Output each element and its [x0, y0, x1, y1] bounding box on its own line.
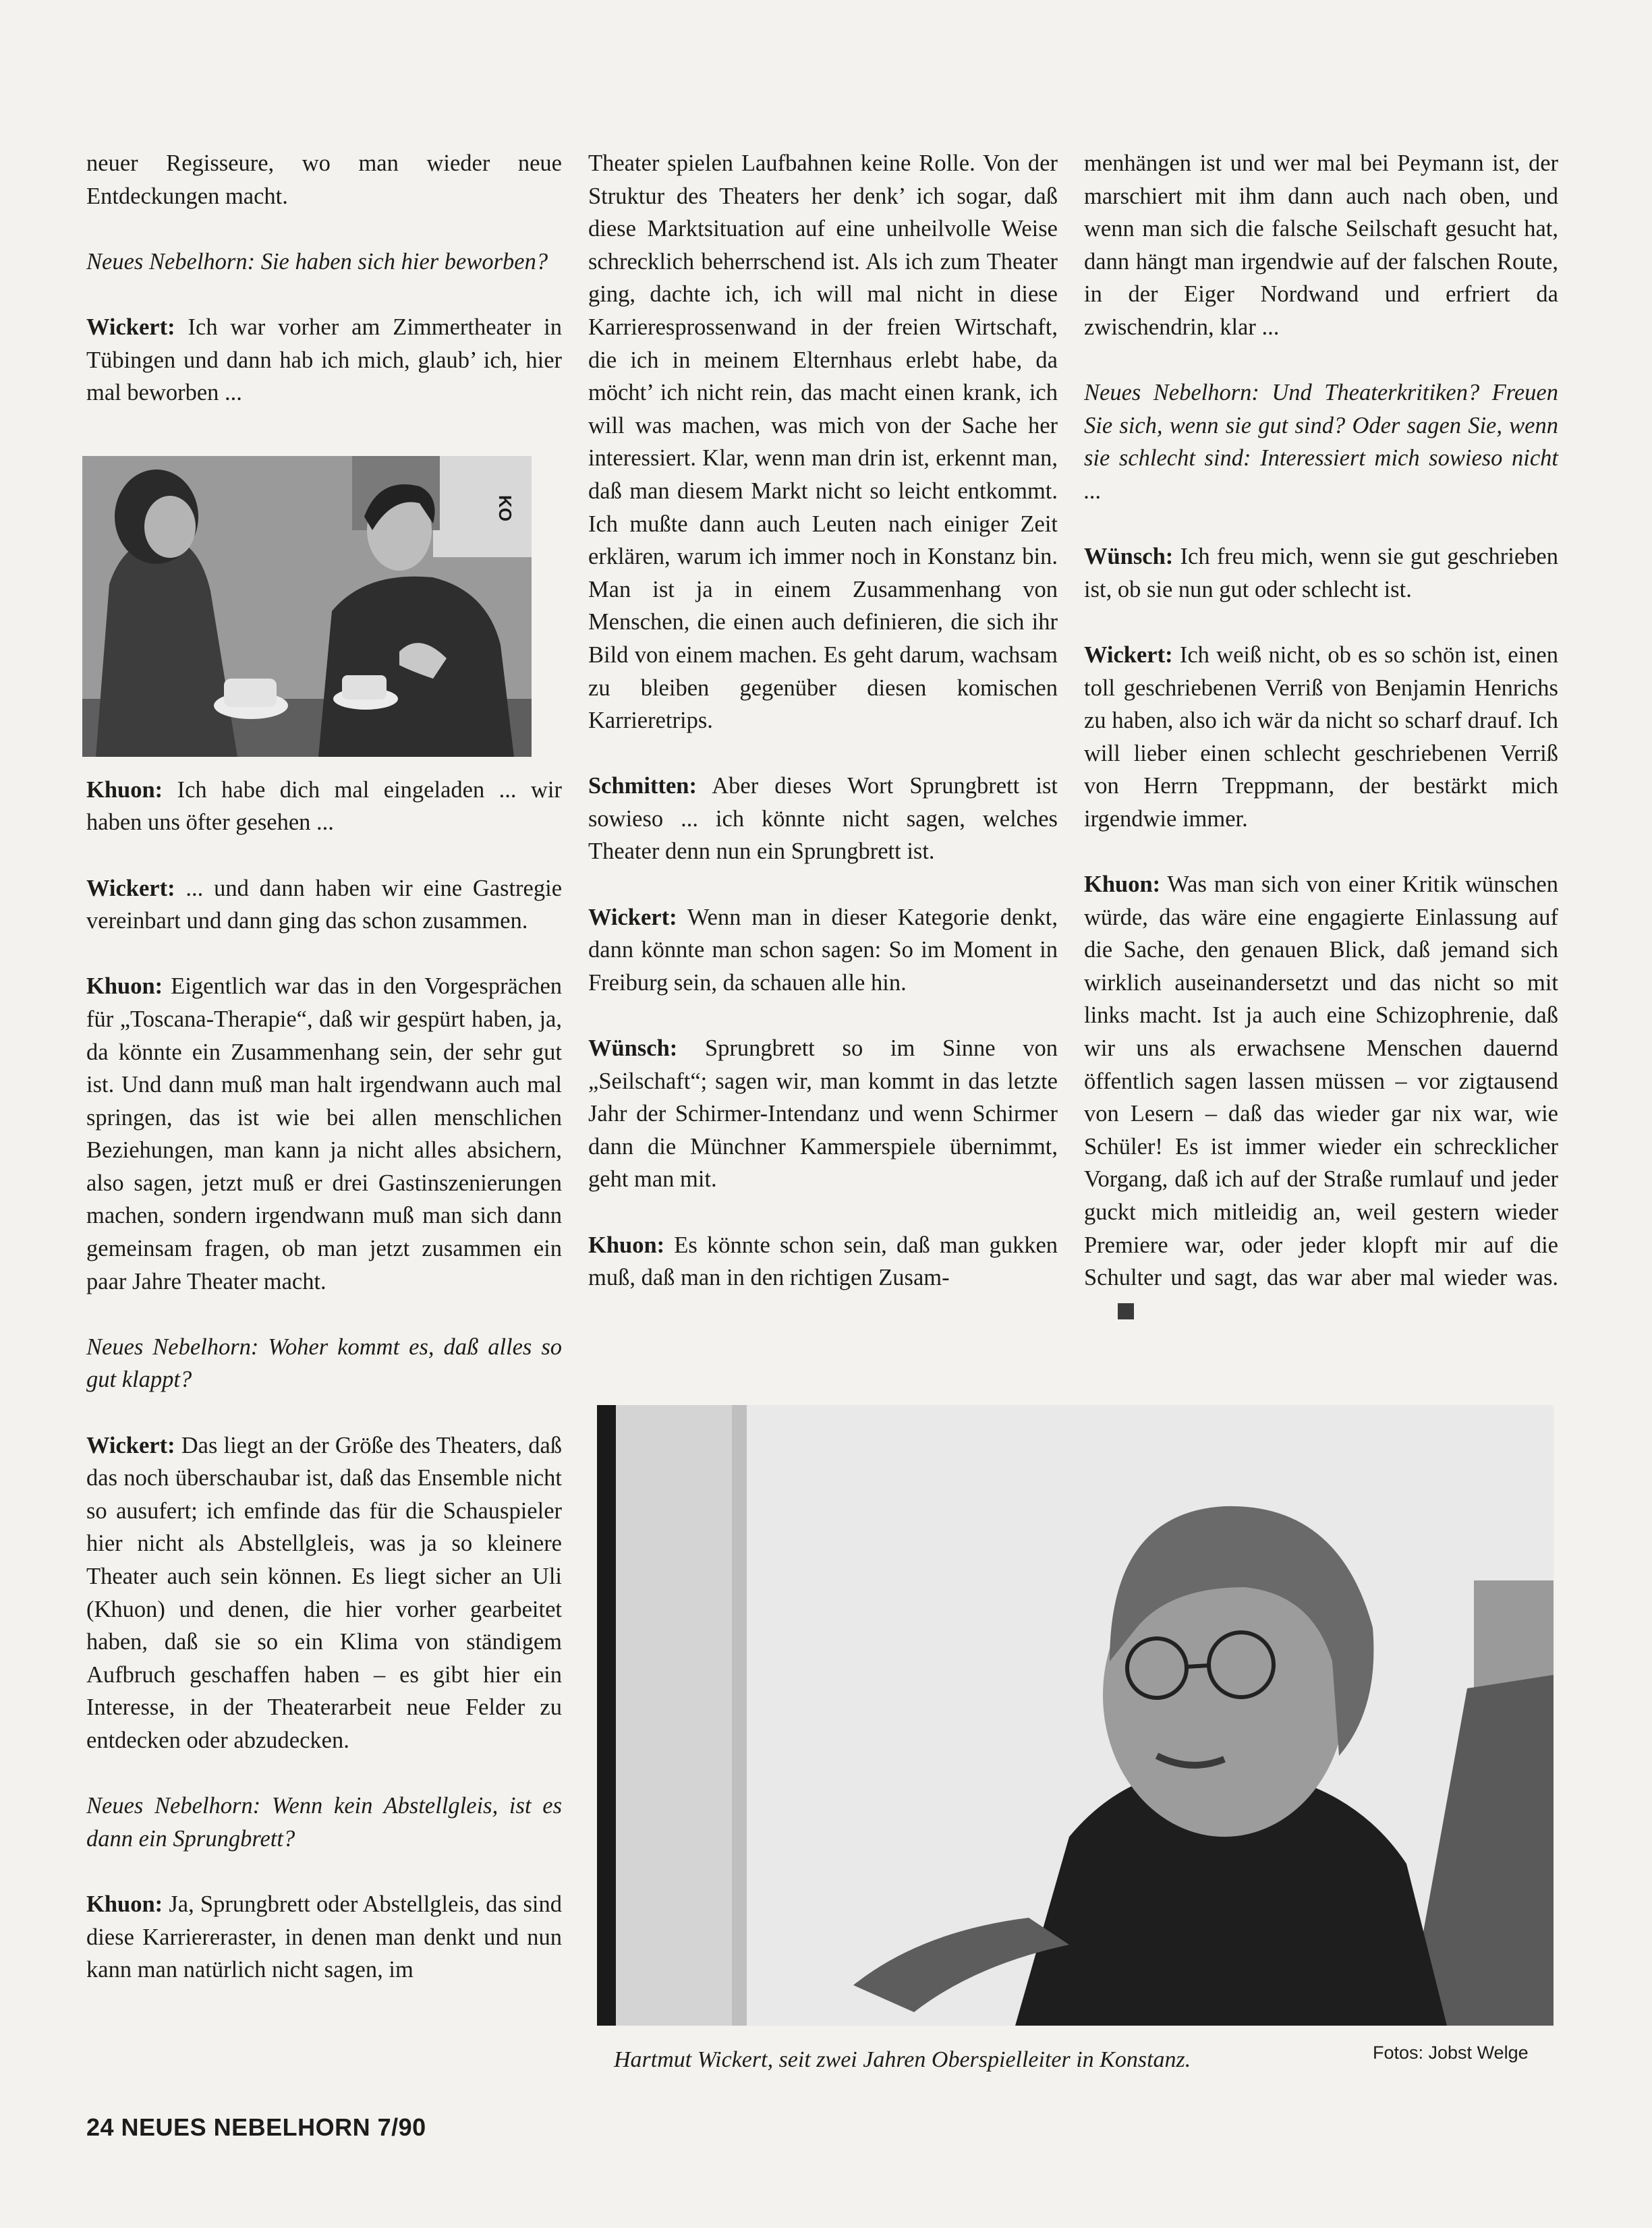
speaker-name: Khuon:	[86, 776, 163, 803]
speaker-name: Wünsch:	[588, 1035, 678, 1062]
answer-text: Ja, Sprungbrett oder Abstellgleis, das sind diese Karriereraster, in denen man denkt und nun kann man natürlich nicht sagen, im	[86, 1891, 563, 1983]
portrait-photo-wickert	[597, 1405, 1554, 2026]
interview-question: Neues Nebelhorn: Woher kommt es, daß alles so gut klappt?	[86, 1334, 562, 1393]
interview-answer	[588, 1229, 1058, 1294]
answer-text: Ich weiß nicht, ob es so schön ist, einen toll geschriebenen Verriß von Benjamin Henrichs zu haben, also ich wär da nicht so scharf drauf. Ich will lieber einen schlecht geschriebenen Verriß von Herrn Treppmann, der bestärkt mich irgendwie immer.	[1084, 641, 1558, 832]
interview-answer	[1084, 639, 1558, 836]
portrait-illustration	[597, 1405, 1554, 2026]
interview-answer	[86, 774, 562, 839]
photo-illustration	[82, 456, 532, 757]
photo-sign-text: KO	[495, 495, 515, 521]
interview-answer	[588, 1032, 1058, 1196]
answer-text: Wenn man in dieser Kategorie denkt, dann könnte man schon sagen: So im Moment in Freiburg sein, da schauen alle hin.	[588, 904, 1058, 996]
interview-answer	[588, 770, 1058, 868]
interview-question: Neues Nebelhorn: Und Theaterkritiken? Freuen Sie sich, wenn sie gut sind? Oder sagen Sie, wenn sie schlecht sind: Interessiert mich sowieso nicht ...	[1084, 380, 1558, 504]
article-end-mark	[1118, 1303, 1134, 1319]
interview-answer	[86, 970, 562, 1298]
speaker-name: Wickert:	[86, 314, 175, 340]
interview-answer	[1084, 540, 1558, 606]
speaker-name: Khuon:	[588, 1232, 665, 1258]
answer-text: Sprungbrett so im Sinne von „Seilschaft“; sagen wir, man kommt in das letzte Jahr der Schirmer-Intendanz und wenn Schirmer dann die Münchner Kammerspiele übernimmt, geht man mit.	[588, 1035, 1058, 1193]
interview-answer	[86, 1888, 562, 1987]
page-footer: 24 NEUES NEBELHORN 7/90	[86, 2113, 426, 2141]
paragraph: menhängen ist und wer mal bei Peymann ist, der marschiert mit ihm dann auch nach oben, und wenn man sich die falsche Seilschaft gesucht hat, dann hängt man irgendwie auf der falschen Route, in der Eiger Nordwand und erfriert da zwischendrin, klar ...	[1084, 150, 1558, 340]
speaker-name: Khuon:	[86, 1891, 163, 1917]
answer-text: ... und dann haben wir eine Gastregie vereinbart und dann ging das schon zusammen.	[86, 875, 563, 934]
paragraph: Theater spielen Laufbahnen keine Rolle. Von der Struktur des Theaters her denk’ ich sogar, daß diese Marktsituation auf eine unheilvolle Weise schrecklich beherrschend ist. Als ich zum Theater ging, dachte ich, ich will mal nicht in diese Karrieresprossenwand in der freien Wirtschaft, die ich in meinem Elternhaus erlebt habe, da möcht’ ich nicht rein, das macht einen krank, ich will was machen, was mich von der Sache her interessiert. Klar, wenn man drin ist, erkennt man, daß man diesem Markt nicht so leicht entkommt. Ich mußte dann auch Leuten nach einiger Zeit erklären, warum ich immer noch in Konstanz bin. Man ist ja in einem Zusammenhang von Menschen, die einen auch definieren, die sich ihr Bild von einem machen. Es geht darum, wachsam zu bleiben gegenüber diesen komischen Karrieretrips.	[588, 150, 1058, 734]
interview-answer	[1084, 868, 1558, 1327]
paragraph: neuer Regisseure, wo man wieder neue Entdeckungen macht.	[86, 150, 562, 209]
answer-text: Aber dieses Wort Sprungbrett ist sowieso ... ich könnte nicht sagen, welches Theater denn nun ein Sprungbrett ist.	[588, 773, 1058, 865]
speaker-name: Khuon:	[1084, 872, 1161, 898]
interview-answer	[86, 311, 562, 409]
speaker-name: Wickert:	[86, 1432, 175, 1458]
answer-text: Das liegt an der Größe des Theaters, daß das noch überschaubar ist, daß das Ensemble nicht so ausufert; ich emfinde das für die Schauspieler hier nicht als Abstellgleis, was ja so kleinere Theater auch sein können. Es liegt sicher an Uli (Khuon) und denen, die hier vorher gearbeitet haben, daß sie so ein Klima von ständigem Aufbruch geschaffen haben – es gibt hier ein Interesse, in der Theaterarbeit neue Felder zu entdecken oder abzudecken.	[86, 1432, 563, 1753]
answer-text: Ich habe dich mal eingeladen ... wir haben uns öfter gesehen ...	[86, 776, 563, 836]
answer-text: Es könnte schon sein, daß man gukken muß, daß man in den richtigen Zusam-	[588, 1232, 1058, 1291]
interview-answer	[86, 872, 562, 938]
speaker-name: Wickert:	[86, 875, 175, 901]
answer-text: Was man sich von einer Kritik wünschen würde, das wäre eine engagierte Einlassung auf die Sache, den genauen Blick, daß jemand sich wirklich auseinandersetzt und das nicht so mit links macht. Ist ja auch eine Schizophrenie, daß wir uns als erwachsene Menschen dauernd öffentlich sagen lassen müssen – vor zigtausend von Lesern – daß das wieder gar nix war, wie Schüler! Es ist immer wieder ein schrecklicher Vorgang, daß ich auf der Straße rumlauf und jeder guckt mich mitleidig an, weil gestern wieder Premiere war, oder jeder klopft mir auf die Schulter und sagt, das war aber mal wieder was.	[1084, 872, 1558, 1291]
speaker-name: Wünsch:	[1084, 544, 1174, 570]
photo-credit: Fotos: Jobst Welge	[1373, 2043, 1529, 2063]
speaker-name: Schmitten:	[588, 773, 697, 799]
speaker-name: Wickert:	[1084, 641, 1173, 668]
answer-text: Ich freu mich, wenn sie gut geschrieben ist, ob sie nun gut oder schlecht ist.	[1084, 544, 1558, 602]
answer-text: Eigentlich war das in den Vorgesprächen für „Toscana-Therapie“, daß wir gespürt haben, ja, da könnte ein Zusammenhang sein, der sehr gut ist. Und dann muß man halt irgendwann auch mal springen, das ist wie bei allen menschlichen Beziehungen, man kann ja nicht alles absichern, also sagen, jetzt muß er drei Gastinszenierungen machen, sondern irgendwann muß man sich dann gemeinsam fragen, ob man jetzt zusammen ein paar Jahre Theater macht.	[86, 973, 563, 1294]
answer-text: Ich war vorher am Zimmertheater in Tübingen und dann hab ich mich, glaub’ ich, hier mal beworben ...	[86, 314, 563, 406]
interview-photo-khuon-wickert	[82, 456, 532, 757]
interview-answer	[86, 1429, 562, 1757]
photo-caption: Hartmut Wickert, seit zwei Jahren Oberspielleiter in Konstanz.	[614, 2047, 1191, 2072]
interview-answer	[588, 901, 1058, 1000]
interview-question: Neues Nebelhorn: Sie haben sich hier beworben?	[86, 248, 548, 275]
text-column-1	[86, 147, 562, 1987]
text-column-3	[1084, 147, 1558, 1327]
text-column-2	[588, 147, 1058, 1294]
speaker-name: Wickert:	[588, 904, 677, 930]
interview-question: Neues Nebelhorn: Wenn kein Abstellgleis, ist es dann ein Sprungbrett?	[86, 1793, 562, 1852]
speaker-name: Khuon:	[86, 973, 163, 1000]
